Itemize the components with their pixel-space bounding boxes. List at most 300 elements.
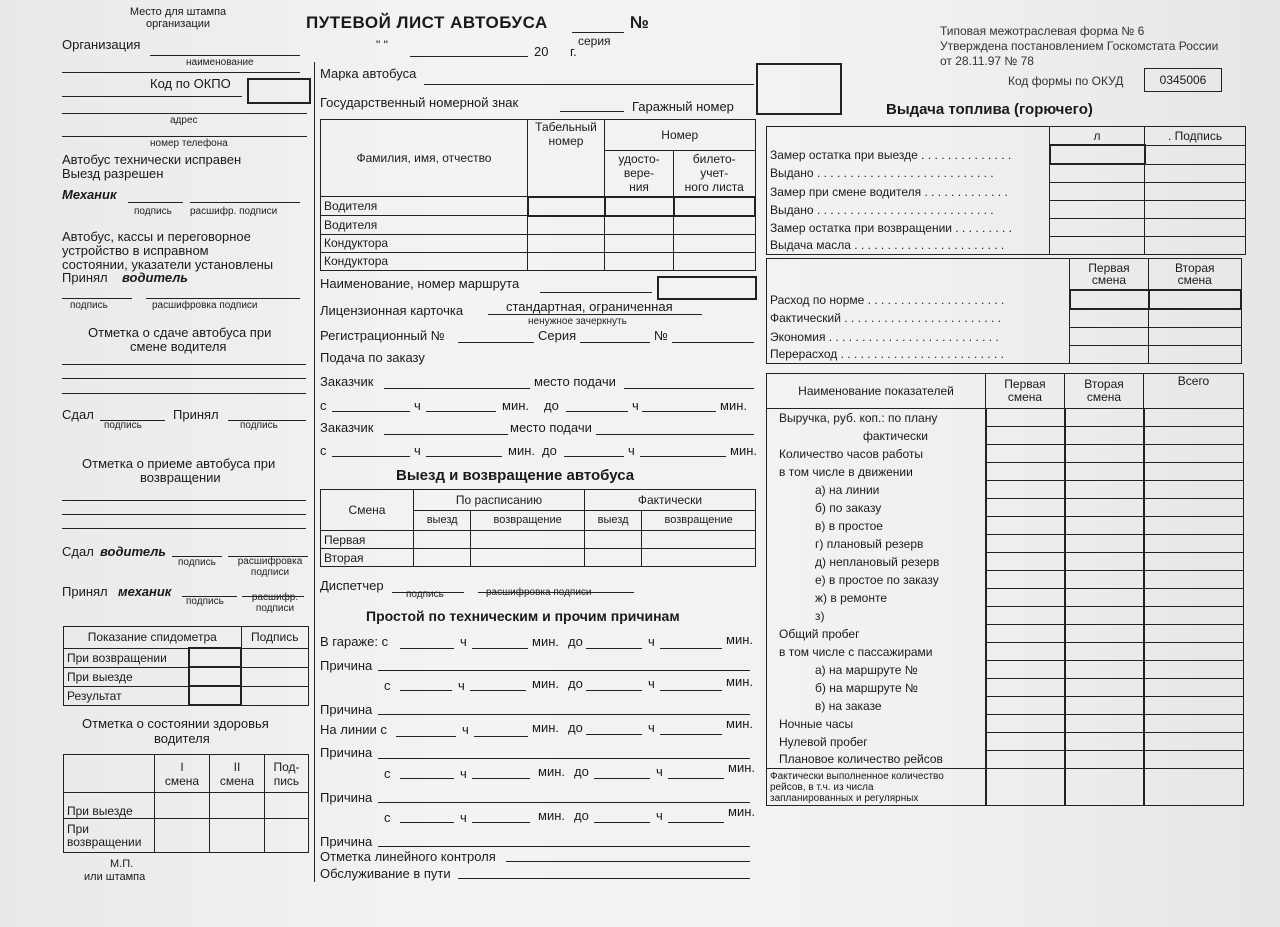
fuel-row-1-sign[interactable]	[1145, 145, 1246, 164]
bus-brand-label: Марка автобуса	[320, 66, 417, 81]
line-from-hour[interactable]	[396, 736, 456, 737]
r3-from-min[interactable]	[472, 778, 530, 779]
sign-decode-hint-2: расшифровка подписи	[152, 300, 258, 311]
indicator-second-value[interactable]	[1065, 661, 1144, 679]
second-act-ret[interactable]	[642, 549, 756, 567]
indicator-total-value[interactable]	[1144, 517, 1244, 535]
indicator-row	[767, 661, 1244, 679]
to-hour-1[interactable]	[566, 411, 628, 412]
crew-driver-2-ticket[interactable]	[674, 216, 756, 235]
indicator-row	[767, 589, 1244, 607]
okpo-code-field[interactable]	[247, 78, 311, 104]
from-min-1[interactable]	[426, 411, 496, 412]
mp-label-2: или штампа	[84, 871, 146, 883]
indicator-label: б) по заказу	[767, 499, 986, 517]
ind-first-a: Первая	[1004, 377, 1046, 391]
indicator-first-value[interactable]	[986, 499, 1065, 517]
crew-driver-2-tab[interactable]	[528, 216, 605, 235]
return-line-2: возвращении	[140, 470, 221, 485]
indicator-total-value[interactable]	[1144, 625, 1244, 643]
license-label: Лицензионная карточка	[320, 303, 464, 318]
indicator-label: а) на маршруте №	[767, 661, 986, 679]
reason-field-1[interactable]	[378, 670, 750, 671]
indicator-second-value[interactable]	[1065, 427, 1144, 445]
indicator-second-value[interactable]	[1065, 499, 1144, 517]
reason-field-4[interactable]	[378, 802, 750, 803]
first-act-dep[interactable]	[584, 531, 641, 549]
indicator-row	[767, 535, 1244, 553]
fact-trips-first-value[interactable]	[986, 769, 1065, 806]
indicator-first-value[interactable]	[986, 427, 1065, 445]
indicator-first-value[interactable]	[986, 625, 1065, 643]
mechanic-label: Механик	[62, 187, 117, 202]
line-from-min[interactable]	[474, 736, 528, 737]
line-min: мин.	[532, 720, 559, 735]
customer-field-2[interactable]	[384, 434, 508, 435]
handover-line-c[interactable]	[62, 393, 306, 394]
indicator-total-value[interactable]	[1144, 715, 1244, 733]
ticket-c: ного листа	[684, 180, 744, 195]
first-sched-ret[interactable]	[471, 531, 585, 549]
fuel-row-2-value[interactable]	[1050, 164, 1145, 183]
ticket-b: учет-	[700, 166, 729, 181]
speedo-exit-sign[interactable]	[241, 667, 309, 686]
return-line-a[interactable]	[62, 500, 306, 501]
cash-line-1: Автобус, кассы и переговорное	[62, 229, 251, 244]
return-line-c[interactable]	[62, 528, 306, 529]
form-line-2: Утверждена постановлением Госкомстата России	[940, 39, 1219, 53]
tab-no-a: Табельный	[535, 120, 597, 134]
consumption-first-shift	[1070, 259, 1149, 291]
line-hour: ч	[462, 722, 469, 737]
fuel-row-6-value[interactable]	[1050, 237, 1145, 255]
indicator-second-value[interactable]	[1065, 571, 1144, 589]
reg-number-field[interactable]	[672, 342, 754, 343]
indicator-second-value[interactable]	[1065, 607, 1144, 625]
line-to-min[interactable]	[660, 734, 722, 735]
address-line-2[interactable]	[62, 113, 307, 114]
health-exit-2[interactable]	[209, 793, 264, 819]
first-sched-dep[interactable]	[414, 531, 471, 549]
indicator-total-value[interactable]	[1144, 481, 1244, 499]
from-hour-1[interactable]	[332, 411, 410, 412]
garage-no-field[interactable]	[756, 63, 842, 115]
sign-c-hint: подпись	[178, 557, 216, 568]
r1-from-min[interactable]	[470, 690, 526, 691]
reason-1: Причина	[320, 658, 373, 673]
cert-b: вере-	[623, 166, 655, 181]
fuel-row-2-sign[interactable]	[1145, 164, 1246, 183]
indicator-first-value[interactable]	[986, 553, 1065, 571]
indicator-label: в том числе в движении	[767, 463, 986, 481]
consumption-1-first[interactable]	[1070, 290, 1149, 309]
second-sched-dep[interactable]	[414, 549, 471, 567]
customer-field-1[interactable]	[384, 388, 530, 389]
speedo-return-value[interactable]	[189, 648, 241, 667]
indicator-label: в) в простое	[767, 517, 986, 535]
indicator-second-value[interactable]	[1065, 535, 1144, 553]
indicator-label: в) на заказе	[767, 697, 986, 715]
sign-b-hint: подпись	[240, 420, 278, 431]
crew-conductor-1-cert[interactable]	[605, 234, 674, 252]
from-3: с	[384, 678, 391, 693]
fuel-row-3-sign[interactable]	[1145, 183, 1246, 201]
hour-4: ч	[460, 766, 467, 781]
series-field[interactable]	[572, 32, 624, 33]
phone-hint: номер телефона	[150, 138, 228, 149]
crew-driver-2-cert[interactable]	[605, 216, 674, 235]
speedo-row-exit: При выезде	[64, 667, 190, 686]
crew-conductor-2-cert[interactable]	[605, 252, 674, 270]
indicator-first-value[interactable]	[986, 661, 1065, 679]
indicator-second-value[interactable]	[1065, 409, 1144, 427]
indicator-first-value[interactable]	[986, 715, 1065, 733]
indicator-first-value[interactable]	[986, 697, 1065, 715]
to-1: до	[544, 398, 559, 413]
health-table	[63, 754, 309, 853]
indicator-row	[767, 697, 1244, 715]
accepted-prefix: Принял	[62, 270, 108, 285]
crew-driver-1-ticket[interactable]	[674, 197, 756, 216]
mechanic-decode-field[interactable]	[190, 202, 300, 203]
garage-to-min[interactable]	[660, 648, 722, 649]
indicator-row	[767, 409, 1244, 427]
indicator-label: Количество часов работы	[767, 445, 986, 463]
consumption-row-4: Перерасход . . . . . . . . . . . . . . . . . . . . . . . . .	[767, 346, 1070, 364]
fuel-row-3: Замер при смене водителя . . . . . . . . . . . . .	[767, 183, 1050, 201]
stamp-place-label: Место для штампа организации	[129, 6, 227, 30]
first-act-ret[interactable]	[642, 531, 756, 549]
cert-header	[605, 150, 674, 196]
indicator-total-value[interactable]	[1144, 409, 1244, 427]
consumption-3-second[interactable]	[1149, 328, 1242, 346]
fuel-row-6-sign[interactable]	[1145, 237, 1246, 255]
health-col-2a: II	[233, 759, 241, 774]
org-field[interactable]	[150, 55, 300, 56]
hour-1b: ч	[632, 398, 639, 413]
handover-line-a[interactable]	[62, 364, 306, 365]
indicator-total-value[interactable]	[1144, 499, 1244, 517]
fuel-row-5-value[interactable]	[1050, 219, 1145, 237]
handover-line-1: Отметка о сдаче автобуса при	[88, 325, 272, 340]
indicator-second-value[interactable]	[1065, 589, 1144, 607]
indicator-label: а) на линии	[767, 481, 986, 499]
indicator-label: в том числе с пассажирами	[767, 643, 986, 661]
fact-trips-second-value[interactable]	[1065, 769, 1144, 806]
handover-line-b[interactable]	[62, 378, 306, 379]
route-field[interactable]	[540, 292, 652, 293]
ind-second-shift	[1065, 374, 1144, 409]
hour-2: ч	[414, 443, 421, 458]
consumption-second-shift	[1149, 259, 1242, 291]
place-label-1: место подачи	[534, 374, 616, 389]
min-4: мин.	[538, 764, 565, 779]
garage-min: мин.	[532, 634, 559, 649]
speedo-exit-value[interactable]	[189, 667, 241, 686]
r4-to-min[interactable]	[668, 822, 724, 823]
indicator-first-value[interactable]	[986, 481, 1065, 499]
sign-a-hint: подпись	[104, 420, 142, 431]
fact-trips-total-value[interactable]	[1144, 769, 1244, 806]
cash-line-3: состоянии, указатели установлены	[62, 257, 274, 272]
speedo-result-value[interactable]	[189, 686, 241, 705]
health-line-1: Отметка о состоянии здоровья	[82, 716, 269, 731]
indicator-label: Ночные часы	[767, 715, 986, 733]
r3-from-hour[interactable]	[400, 778, 454, 779]
ind-second-a: Вторая	[1084, 377, 1124, 391]
indicator-total-value[interactable]	[1144, 607, 1244, 625]
indicator-total-value[interactable]	[1144, 445, 1244, 463]
actual-header: Фактически	[584, 490, 755, 511]
crew-conductor-1-tab[interactable]	[528, 234, 605, 252]
date-field[interactable]	[410, 56, 528, 57]
actual-departure: выезд	[584, 510, 641, 531]
address-line-1[interactable]	[62, 96, 242, 97]
to-4: до	[574, 764, 589, 779]
consumption-1-second[interactable]	[1149, 290, 1242, 309]
indicator-label: Нулевой пробег	[767, 733, 986, 751]
indicator-total-value[interactable]	[1144, 589, 1244, 607]
from-min-2[interactable]	[426, 456, 502, 457]
from-2: с	[320, 443, 327, 458]
r1-to-min[interactable]	[660, 690, 722, 691]
health-line-2: водителя	[154, 731, 210, 746]
fuel-row-1-value[interactable]	[1050, 145, 1145, 164]
health-col-3	[264, 755, 308, 793]
indicator-second-value[interactable]	[1065, 481, 1144, 499]
indicator-row	[767, 517, 1244, 535]
driver-decode-field[interactable]	[146, 298, 300, 299]
indicator-first-value[interactable]	[986, 463, 1065, 481]
r4-to-hour[interactable]	[594, 822, 650, 823]
indicator-total-value[interactable]	[1144, 535, 1244, 553]
driver-sign-field[interactable]	[62, 298, 132, 299]
health-return-sign[interactable]	[264, 819, 308, 853]
indicator-total-value[interactable]	[1144, 463, 1244, 481]
from-1: с	[320, 398, 327, 413]
indicator-first-value[interactable]	[986, 589, 1065, 607]
indicator-total-value[interactable]	[1144, 427, 1244, 445]
ticket-a: билето-	[692, 152, 736, 167]
license-field[interactable]	[488, 314, 702, 315]
health-exit-sign[interactable]	[264, 793, 308, 819]
indicator-total-value[interactable]	[1144, 733, 1244, 751]
indicators-header: Наименование показателей	[767, 374, 986, 409]
gave-label: Сдал	[62, 407, 94, 422]
reg-number-sign: №	[654, 328, 668, 343]
line-min-b: мин.	[726, 716, 753, 731]
speedo-result-sign[interactable]	[241, 686, 309, 705]
crew-conductor-2-tab[interactable]	[528, 252, 605, 270]
indicator-second-value[interactable]	[1065, 517, 1144, 535]
indicator-first-value[interactable]	[986, 409, 1065, 427]
fuel-row-4-value[interactable]	[1050, 201, 1145, 219]
line-to: до	[568, 720, 583, 735]
route-label: Наименование, номер маршрута	[320, 276, 520, 291]
indicator-first-value[interactable]	[986, 733, 1065, 751]
to-min-2[interactable]	[640, 456, 726, 457]
number-header: Номер	[605, 120, 756, 151]
reg-no-field[interactable]	[458, 342, 534, 343]
page-title: ПУТЕВОЙ ЛИСТ АВТОБУСА	[306, 13, 548, 32]
reg-no-label: Регистрационный №	[320, 328, 445, 343]
year-label: 20	[534, 44, 549, 59]
phone-line[interactable]	[62, 136, 307, 137]
speedo-return-sign[interactable]	[241, 648, 309, 667]
indicator-second-value[interactable]	[1065, 625, 1144, 643]
to-min-1[interactable]	[642, 411, 716, 412]
min-1: мин.	[502, 398, 529, 413]
indicator-second-value[interactable]	[1065, 751, 1144, 769]
consumption-second-b: смена	[1177, 273, 1212, 287]
line-to-hour[interactable]	[586, 734, 642, 735]
r1-to-hour[interactable]	[586, 690, 642, 691]
indicator-row	[767, 715, 1244, 733]
line-control-field[interactable]	[506, 861, 750, 862]
actual-return: возвращение	[642, 510, 756, 531]
indicator-first-value[interactable]	[986, 679, 1065, 697]
fuel-row-5-sign[interactable]	[1145, 219, 1246, 237]
indicator-total-value[interactable]	[1144, 661, 1244, 679]
indicator-second-value[interactable]	[1065, 679, 1144, 697]
bus-brand-field[interactable]	[424, 84, 754, 85]
sign-hint: подпись	[134, 206, 172, 217]
org-line-2[interactable]	[62, 72, 300, 73]
crew-driver-1-tab[interactable]	[528, 197, 605, 216]
indicator-first-value[interactable]	[986, 643, 1065, 661]
health-row-return-a: При	[67, 821, 90, 836]
indicator-row	[767, 481, 1244, 499]
idle-title: Простой по техническим и прочим причинам	[366, 608, 680, 624]
indicator-row	[767, 679, 1244, 697]
shift-row-first: Первая	[321, 531, 414, 549]
speedo-row-return: При возвращении	[64, 648, 190, 667]
second-sched-ret[interactable]	[471, 549, 585, 567]
indicator-second-value[interactable]	[1065, 553, 1144, 571]
from-hour-2[interactable]	[332, 456, 410, 457]
plate-field[interactable]	[560, 111, 624, 112]
reason-field-2[interactable]	[378, 714, 750, 715]
fuel-row-1: Замер остатка при выезде . . . . . . . . . . . . . .	[767, 145, 1050, 164]
mechanic-sign-field[interactable]	[128, 202, 183, 203]
indicator-first-value[interactable]	[986, 751, 1065, 769]
indicator-second-value[interactable]	[1065, 697, 1144, 715]
place-field-1[interactable]	[624, 388, 754, 389]
indicator-second-value[interactable]	[1065, 445, 1144, 463]
name-hint: наименование	[186, 57, 254, 68]
indicator-second-value[interactable]	[1065, 463, 1144, 481]
consumption-2-first[interactable]	[1070, 309, 1149, 328]
r4-from-min[interactable]	[472, 822, 530, 823]
indicator-label: фактически	[767, 427, 986, 445]
indicator-total-value[interactable]	[1144, 679, 1244, 697]
address-hint: адрес	[170, 115, 198, 126]
garage-to-hour[interactable]	[586, 648, 642, 649]
second-act-dep[interactable]	[584, 549, 641, 567]
hour-5b: ч	[656, 808, 663, 823]
reason-5: Причина	[320, 834, 373, 849]
reason-field-3[interactable]	[378, 758, 750, 759]
date-quotes: " "	[376, 38, 388, 52]
accepted-mech-label: механик	[118, 584, 172, 599]
consumption-row-2: Фактический . . . . . . . . . . . . . . . . . . . . . . . .	[767, 309, 1070, 328]
garage-from-hour[interactable]	[400, 648, 454, 649]
indicator-label: з)	[767, 607, 986, 625]
route-code-field[interactable]	[657, 276, 757, 300]
to-2: до	[542, 443, 557, 458]
place-label-2: место подачи	[510, 420, 592, 435]
crew-conductor-2-ticket[interactable]	[674, 252, 756, 270]
reg-series-field[interactable]	[580, 342, 650, 343]
indicator-first-value[interactable]	[986, 517, 1065, 535]
column-divider	[314, 62, 315, 882]
crew-row-driver-1: Водителя	[321, 197, 528, 216]
ind-first-b: смена	[1007, 390, 1043, 404]
gave-driver-label: водитель	[100, 544, 167, 559]
consumption-4-first[interactable]	[1070, 346, 1149, 364]
fuel-row-4-sign[interactable]	[1145, 201, 1246, 219]
indicator-row	[767, 571, 1244, 589]
indicator-total-value[interactable]	[1144, 553, 1244, 571]
consumption-4-second[interactable]	[1149, 346, 1242, 364]
health-return-1[interactable]	[155, 819, 210, 853]
consumption-3-first[interactable]	[1070, 328, 1149, 346]
service-field[interactable]	[458, 878, 750, 879]
indicator-second-value[interactable]	[1065, 643, 1144, 661]
indicator-first-value[interactable]	[986, 571, 1065, 589]
crew-conductor-1-ticket[interactable]	[674, 234, 756, 252]
ind-second-b: смена	[1086, 390, 1122, 404]
indicator-second-value[interactable]	[1065, 715, 1144, 733]
r3-to-min[interactable]	[668, 778, 724, 779]
fuel-row-3-value[interactable]	[1050, 183, 1145, 201]
indicator-first-value[interactable]	[986, 445, 1065, 463]
gave-driver-prefix: Сдал	[62, 544, 94, 559]
health-return-2[interactable]	[209, 819, 264, 853]
reason-field-5[interactable]	[378, 846, 750, 847]
garage-from-min[interactable]	[472, 648, 528, 649]
indicator-first-value[interactable]	[986, 535, 1065, 553]
r1-from-hour[interactable]	[400, 690, 452, 691]
fact-trips-label	[767, 769, 986, 806]
indicator-total-value[interactable]	[1144, 571, 1244, 589]
indicator-label: Плановое количество рейсов	[767, 751, 986, 769]
place-field-2[interactable]	[596, 434, 754, 435]
indicator-first-value[interactable]	[986, 607, 1065, 625]
to-hour-2[interactable]	[564, 456, 624, 457]
schedule-departure: выезд	[414, 510, 471, 531]
indicator-row	[767, 733, 1244, 751]
crew-driver-1-cert[interactable]	[605, 197, 674, 216]
indicator-row	[767, 463, 1244, 481]
health-col-1	[155, 755, 210, 793]
indicator-total-value[interactable]	[1144, 697, 1244, 715]
indicator-second-value[interactable]	[1065, 733, 1144, 751]
indicator-total-value[interactable]	[1144, 643, 1244, 661]
ind-first-shift	[986, 374, 1065, 409]
min-2: мин.	[508, 443, 535, 458]
consumption-2-second[interactable]	[1149, 309, 1242, 328]
health-exit-1[interactable]	[155, 793, 210, 819]
garage-min-b: мин.	[726, 632, 753, 647]
customer-label-1: Заказчик	[320, 374, 374, 389]
return-line-b[interactable]	[62, 514, 306, 515]
r4-from-hour[interactable]	[400, 822, 454, 823]
hour-1: ч	[414, 398, 421, 413]
indicator-total-value[interactable]	[1144, 751, 1244, 769]
r3-to-hour[interactable]	[594, 778, 650, 779]
okud-label: Код формы по ОКУД	[1008, 74, 1124, 88]
